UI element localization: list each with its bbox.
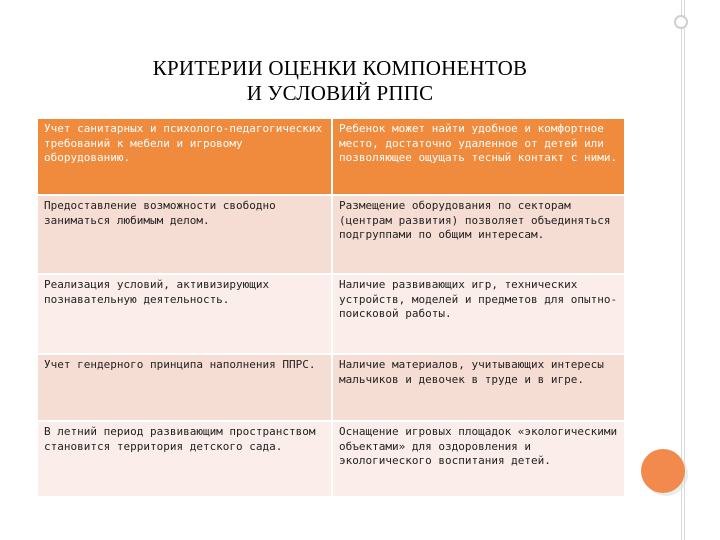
- slide-title-line-1: КРИТЕРИИ ОЦЕНКИ КОМПОНЕНТОВ: [152, 56, 528, 80]
- criteria-table: [36, 117, 626, 498]
- slide-title-line-2: И УСЛОВИЙ РППС: [246, 81, 434, 105]
- table-cell-criterion: Предоставление возможности свободно заниматься любимым делом.: [37, 195, 332, 274]
- table-cell-indicator: Оснащение игровых площадок «экологическими объектами» для оздоровления и экологического воспитания детей.: [332, 421, 625, 497]
- table-cell-criterion: Учет гендерного принципа наполнения ППРС.: [37, 354, 332, 421]
- table-row: [37, 421, 625, 497]
- table-cell-criterion: Реализация условий, активизирующих познавательную деятельность.: [37, 274, 332, 354]
- slide-title: [60, 56, 620, 106]
- decorative-orange-circle-icon: [641, 449, 685, 493]
- decorative-ring-icon: [674, 15, 688, 29]
- decorative-rule: [684, 0, 685, 540]
- table-cell-indicator: Ребенок может найти удобное и комфортное место, достаточно удаленное от детей или позволяющее ощущать тесный контакт с ними.: [332, 118, 625, 195]
- table-row: [37, 354, 625, 421]
- table-cell-indicator: Наличие материалов, учитывающих интересы мальчиков и девочек в труде и в игре.: [332, 354, 625, 421]
- table-cell-indicator: Наличие развивающих игр, технических устройств, моделей и предметов для опытно-поисковой работы.: [332, 274, 625, 354]
- table-row: [37, 118, 625, 195]
- table-row: [37, 195, 625, 274]
- table-cell-criterion: Учет санитарных и психолого-педагогических требований к мебели и игровому оборудованию.: [37, 118, 332, 195]
- table-cell-criterion: В летний период развивающим пространством становится территория детского сада.: [37, 421, 332, 497]
- table-row: [37, 274, 625, 354]
- table-cell-indicator: Размещение оборудования по секторам (центрам развития) позволяет объединяться подгруппами по общим интересам.: [332, 195, 625, 274]
